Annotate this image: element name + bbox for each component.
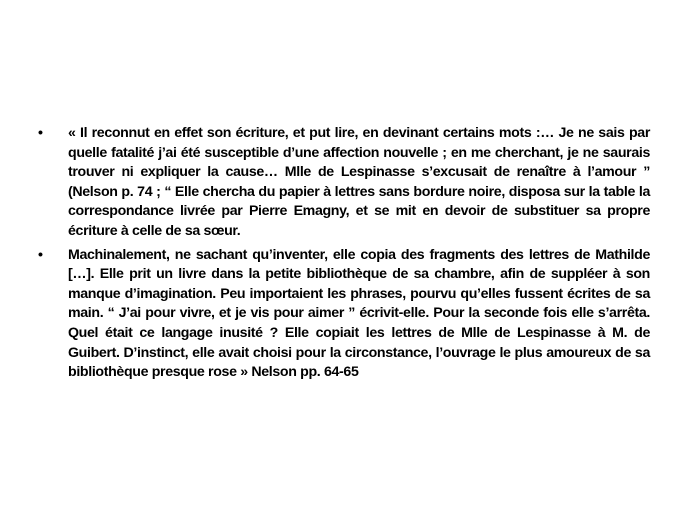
bullet-marker: • — [38, 125, 43, 141]
bullet-marker: • — [38, 246, 43, 263]
bullet-item-2 — [38, 246, 650, 383]
bullet-item-1 — [38, 124, 650, 242]
bullet-text: « Il reconnut en effet son écriture, et put lire, en devinant certains mots :… Je ne sais par quelle fatalité j’ai été susceptible d’une affection nouvelle ; en me cherchant, je ne saurais trouver ni expliquer la cause… Mlle de Lespinasse s’excusait de renaître à l’amour ” (Nelson p. 74 ; “ Elle chercha du papier à lettres sans bordure noire, disposa sur la table la correspondance livrée par Pierre Emagny, et se mit en devoir de substituer sa propre écriture à celle de sa sœur. — [68, 125, 650, 239]
bullet-list — [38, 124, 650, 387]
bullet-text: Machinalement, ne sachant qu’inventer, elle copia des fragments des lettres de Mathilde […]. Elle prit un livre dans la petite bibliothèque de sa chambre, afin de suppléer à son manque d’imagination. Peu importaient les phrases, pourvu qu’elles fussent écrites de sa main. “ J’ai pour vivre, et je vis pour aimer ” écrivit-elle. Pour la seconde fois elle s’arrêta. Quel était ce langage inusité ? Elle copiait les lettres de Mlle de Lespinasse à M. de Guibert. D’instinct, elle avait choisi pour la circonstance, l’ouvrage le plus amoureux de sa bibliothèque presque rose » Nelson pp. 64-65 — [68, 246, 650, 381]
